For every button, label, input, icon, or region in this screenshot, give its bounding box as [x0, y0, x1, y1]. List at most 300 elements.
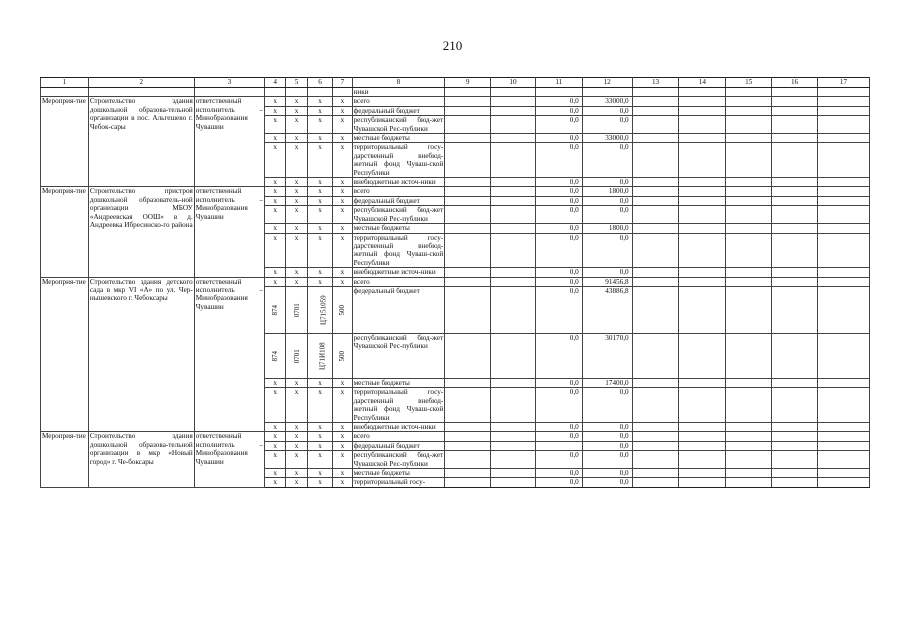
empty-cell: [679, 116, 726, 134]
empty-cell: [333, 88, 352, 97]
code-cell-c4: x: [265, 388, 286, 423]
empty-cell: [817, 233, 869, 268]
empty-cell: [88, 88, 194, 97]
empty-cell: [491, 478, 536, 487]
empty-cell: [726, 286, 772, 333]
empty-cell: [817, 333, 869, 378]
code-cell-c6: x: [307, 187, 332, 196]
event-name: Строительство здания детского сада в мкр VI «А» по ул. Чер-нышевского г. Чебоксары: [88, 277, 194, 432]
funding-source: местные бюджеты: [352, 224, 445, 233]
empty-cell: [445, 178, 491, 187]
code-cell-c6: x: [307, 106, 332, 115]
code-cell-c6: x: [307, 224, 332, 233]
code-value: 0701: [292, 302, 301, 317]
code-cell-c4: x: [265, 97, 286, 106]
empty-cell: [491, 196, 536, 205]
funding-source: местные бюджеты: [352, 378, 445, 387]
funding-source: республиканский бюд-жет Чувашской Рес-публики: [353, 206, 444, 223]
code-cell-c6: x: [307, 206, 332, 224]
event-label: Мероприя-тие: [41, 187, 89, 277]
empty-cell: [632, 97, 679, 106]
empty-cell: [679, 333, 726, 378]
empty-cell: [679, 268, 726, 277]
code-cell-c5: x: [286, 134, 307, 143]
empty-cell: [679, 134, 726, 143]
code-cell-c6: [307, 286, 332, 333]
empty-cell: [772, 478, 818, 487]
empty-cell: [817, 224, 869, 233]
code-cell-c7: x: [333, 143, 352, 178]
empty-cell: [679, 277, 726, 286]
empty-cell: [491, 116, 536, 134]
value-col11: 0,0: [535, 277, 582, 286]
empty-cell: [491, 97, 536, 106]
empty-cell: [726, 88, 772, 97]
code-cell-c5: x: [286, 233, 307, 268]
empty-cell: [726, 106, 772, 115]
value-col12: 43886,8: [582, 286, 632, 333]
code-cell-c4: x: [265, 116, 286, 134]
empty-cell: [772, 97, 818, 106]
empty-cell: [726, 97, 772, 106]
code-cell-c5: x: [286, 451, 307, 469]
code-value: Ц7151059: [319, 295, 328, 325]
empty-cell: [445, 187, 491, 196]
empty-cell: [679, 233, 726, 268]
code-cell-c4: x: [265, 451, 286, 469]
value-col12: 1800,0: [582, 187, 632, 196]
code-cell-c5: x: [286, 224, 307, 233]
empty-cell: [817, 178, 869, 187]
empty-cell: [491, 333, 536, 378]
empty-cell: [41, 88, 89, 97]
code-cell-c6: x: [307, 134, 332, 143]
empty-cell: [772, 286, 818, 333]
event-label: Мероприя-тие: [41, 432, 89, 487]
column-number-10: 10: [491, 78, 536, 88]
empty-cell: [491, 451, 536, 469]
funding-source: республиканский бюд-жет Чувашской Рес-публики: [352, 333, 445, 378]
value-col12: 0,0: [582, 206, 632, 224]
table-row: [41, 187, 870, 196]
event-executor: ответственный исполнитель – Минобразования Чувашии: [194, 432, 264, 487]
code-cell-c7: x: [333, 268, 352, 277]
column-number-4: 4: [265, 78, 286, 88]
empty-cell: [632, 106, 679, 115]
empty-cell: [491, 286, 536, 333]
value-col12: 1800,0: [582, 224, 632, 233]
empty-cell: [726, 478, 772, 487]
empty-cell: [772, 469, 818, 478]
code-cell-c4: x: [265, 422, 286, 431]
empty-cell: [772, 233, 818, 268]
code-cell-c7: x: [333, 478, 352, 487]
empty-cell: [817, 286, 869, 333]
code-cell-c6: x: [307, 97, 332, 106]
empty-cell: [772, 388, 818, 423]
code-cell-c4: [265, 333, 286, 378]
code-cell-c5: x: [286, 469, 307, 478]
empty-cell: [632, 432, 679, 441]
empty-cell: [726, 116, 772, 134]
value-col12: 30170,0: [582, 333, 632, 378]
code-cell-c4: x: [265, 233, 286, 268]
value-col11: 0,0: [535, 206, 582, 224]
column-number-7: 7: [333, 78, 352, 88]
funding-source: местные бюджеты: [352, 469, 445, 478]
empty-cell: [632, 469, 679, 478]
empty-cell: [679, 286, 726, 333]
empty-cell: [726, 432, 772, 441]
value-col12: 0,0: [582, 178, 632, 187]
code-cell-c5: x: [286, 432, 307, 441]
empty-cell: [772, 116, 818, 134]
empty-cell: [772, 378, 818, 387]
empty-cell: [445, 286, 491, 333]
code-cell-c4: x: [265, 134, 286, 143]
column-number-9: 9: [445, 78, 491, 88]
code-cell-c7: x: [333, 224, 352, 233]
code-cell-c6: x: [307, 388, 332, 423]
code-cell-c5: x: [286, 422, 307, 431]
code-cell-c6: x: [307, 441, 332, 450]
empty-cell: [445, 88, 491, 97]
empty-cell: [491, 206, 536, 224]
value-col11: 0,0: [535, 432, 582, 441]
empty-cell: [632, 422, 679, 431]
code-cell-c6: [307, 333, 332, 378]
value-col12: 0,0: [582, 106, 632, 115]
code-cell-c4: x: [265, 469, 286, 478]
empty-cell: [445, 451, 491, 469]
code-cell-c6: x: [307, 277, 332, 286]
empty-cell: [445, 97, 491, 106]
column-number-17: 17: [817, 78, 869, 88]
value-col12: 0,0: [582, 268, 632, 277]
empty-cell: [445, 233, 491, 268]
value-col11: 0,0: [535, 178, 582, 187]
empty-cell: [726, 196, 772, 205]
code-cell-c6: x: [307, 469, 332, 478]
funding-source: всего: [352, 187, 445, 196]
code-cell-c7: x: [333, 116, 352, 134]
header-row: [41, 78, 870, 88]
empty-cell: [726, 388, 772, 423]
funding-source: федеральный бюджет: [352, 441, 445, 450]
empty-cell: [772, 277, 818, 286]
funding-source: территориальный госу-: [352, 478, 445, 487]
table-row: [41, 277, 870, 286]
column-number-6: 6: [307, 78, 332, 88]
empty-cell: [726, 422, 772, 431]
value-col11: 0,0: [535, 333, 582, 378]
empty-cell: [817, 388, 869, 423]
code-cell-c4: x: [265, 196, 286, 205]
code-value: 0701: [292, 348, 301, 363]
funding-source: федеральный бюджет: [352, 286, 445, 333]
value-col11: 0,0: [535, 143, 582, 178]
empty-cell: [445, 469, 491, 478]
empty-cell: [491, 224, 536, 233]
code-value: Ц71И108: [318, 342, 327, 370]
code-cell-c4: x: [265, 378, 286, 387]
value-col11: 0,0: [535, 422, 582, 431]
value-col12: 0,0: [582, 388, 632, 423]
code-cell-c7: x: [333, 388, 352, 423]
empty-cell: [445, 143, 491, 178]
code-cell-c7: x: [333, 134, 352, 143]
code-cell-c5: x: [286, 196, 307, 205]
value-col12: 0,0: [582, 451, 632, 469]
column-number-15: 15: [726, 78, 772, 88]
empty-cell: [445, 478, 491, 487]
code-cell-c5: x: [286, 206, 307, 224]
empty-cell: [679, 88, 726, 97]
code-cell-c4: x: [265, 143, 286, 178]
empty-cell: [817, 478, 869, 487]
code-cell-c6: x: [307, 451, 332, 469]
value-col11: 0,0: [535, 224, 582, 233]
empty-cell: [491, 441, 536, 450]
empty-cell: [632, 451, 679, 469]
code-cell-c6: x: [307, 116, 332, 134]
code-cell-c7: x: [333, 422, 352, 431]
empty-cell: [491, 143, 536, 178]
empty-cell: [445, 388, 491, 423]
empty-cell: [445, 116, 491, 134]
empty-cell: [445, 206, 491, 224]
code-cell-c7: x: [333, 187, 352, 196]
empty-cell: [679, 178, 726, 187]
empty-cell: [445, 106, 491, 115]
funding-source: внебюджетные источ-ники: [352, 178, 445, 187]
funding-source: внебюджетные источ-ники: [352, 422, 445, 431]
code-cell-c6: x: [307, 178, 332, 187]
empty-cell: [632, 116, 679, 134]
empty-cell: [632, 224, 679, 233]
funding-source: республиканский бюд-жет Чувашской Рес-публики: [353, 451, 444, 468]
code-cell-c4: x: [265, 187, 286, 196]
code-cell-c4: x: [265, 106, 286, 115]
code-cell-c7: x: [333, 277, 352, 286]
empty-cell: [772, 178, 818, 187]
empty-cell: [632, 143, 679, 178]
value-col12: 0,0: [582, 143, 632, 178]
column-number-11: 11: [535, 78, 582, 88]
code-cell-c4: [265, 286, 286, 333]
program-table: [40, 77, 870, 488]
code-cell-c6: x: [307, 233, 332, 268]
empty-cell: [679, 143, 726, 178]
value-col11: 0,0: [535, 478, 582, 487]
event-name: Строительство пристроя дошкольной образователь-ной организации МБОУ «Андреевская ООШ» в д. Андреевка Ибресинско-го района: [88, 187, 194, 277]
empty-cell: [817, 422, 869, 431]
empty-cell: [632, 88, 679, 97]
empty-cell: [445, 224, 491, 233]
code-cell-c6: x: [307, 378, 332, 387]
empty-cell: [817, 378, 869, 387]
value-col11: 0,0: [535, 187, 582, 196]
empty-cell: [445, 378, 491, 387]
column-number-14: 14: [679, 78, 726, 88]
code-cell-c7: [333, 286, 352, 333]
empty-cell: [817, 88, 869, 97]
empty-cell: [679, 206, 726, 224]
empty-cell: [772, 196, 818, 205]
funding-source: внебюджетные источ-ники: [352, 268, 445, 277]
value-col12: 0,0: [582, 233, 632, 268]
empty-cell: [679, 378, 726, 387]
code-cell-c4: x: [265, 478, 286, 487]
empty-cell: [817, 469, 869, 478]
empty-cell: [817, 187, 869, 196]
empty-cell: [632, 268, 679, 277]
empty-cell: [772, 187, 818, 196]
empty-cell: [817, 97, 869, 106]
code-cell-c7: x: [333, 178, 352, 187]
value-col11: 0,0: [535, 378, 582, 387]
empty-cell: [535, 88, 582, 97]
funding-source: всего: [352, 277, 445, 286]
empty-cell: [491, 469, 536, 478]
column-number-3: 3: [194, 78, 264, 88]
code-cell-c4: x: [265, 432, 286, 441]
code-cell-c5: x: [286, 178, 307, 187]
empty-cell: [632, 196, 679, 205]
empty-cell: [772, 441, 818, 450]
empty-cell: [817, 268, 869, 277]
empty-cell: [679, 422, 726, 431]
empty-cell: [817, 451, 869, 469]
funding-source: территориальный госу-дарственный внебюд-жетный фонд Чуваш-ской Республики: [353, 143, 444, 177]
empty-cell: [679, 441, 726, 450]
empty-cell: [726, 224, 772, 233]
empty-cell: [726, 333, 772, 378]
column-number-5: 5: [286, 78, 307, 88]
empty-cell: [265, 88, 286, 97]
empty-cell: [817, 432, 869, 441]
event-label: Мероприя-тие: [41, 97, 89, 187]
empty-cell: [632, 134, 679, 143]
column-number-8: 8: [352, 78, 445, 88]
empty-cell: [817, 134, 869, 143]
empty-cell: [491, 432, 536, 441]
empty-cell: [817, 206, 869, 224]
empty-cell: [445, 277, 491, 286]
empty-cell: [726, 378, 772, 387]
code-cell-c5: x: [286, 478, 307, 487]
empty-cell: [726, 469, 772, 478]
empty-cell: [726, 178, 772, 187]
value-col11: 0,0: [535, 233, 582, 268]
funding-source: всего: [352, 432, 445, 441]
empty-cell: [817, 106, 869, 115]
value-col12: 0,0: [582, 432, 632, 441]
value-col12: 0,0: [582, 116, 632, 134]
empty-cell: [307, 88, 332, 97]
empty-cell: [726, 268, 772, 277]
empty-cell: [817, 196, 869, 205]
code-cell-c7: x: [333, 469, 352, 478]
empty-cell: [491, 134, 536, 143]
funding-source: федеральный бюджет: [352, 106, 445, 115]
empty-cell: [491, 268, 536, 277]
empty-cell: [679, 187, 726, 196]
empty-cell: [491, 187, 536, 196]
code-cell-c7: x: [333, 196, 352, 205]
empty-cell: [491, 178, 536, 187]
source-cell: ники: [352, 88, 445, 97]
empty-cell: [726, 277, 772, 286]
code-cell-c5: x: [286, 97, 307, 106]
empty-cell: [817, 116, 869, 134]
empty-cell: [582, 88, 632, 97]
code-value: 500: [338, 304, 347, 316]
value-col12: 0,0: [582, 441, 632, 450]
empty-cell: [726, 206, 772, 224]
code-cell-c5: x: [286, 106, 307, 115]
code-cell-c6: x: [307, 268, 332, 277]
column-number-13: 13: [632, 78, 679, 88]
empty-cell: [772, 134, 818, 143]
empty-cell: [679, 224, 726, 233]
empty-cell: [726, 451, 772, 469]
empty-cell: [772, 422, 818, 431]
empty-cell: [772, 88, 818, 97]
funding-source: федеральный бюджет: [352, 196, 445, 205]
empty-cell: [491, 378, 536, 387]
empty-cell: [817, 441, 869, 450]
code-cell-c7: x: [333, 441, 352, 450]
empty-cell: [726, 134, 772, 143]
value-col11: 0,0: [535, 451, 582, 469]
empty-cell: [445, 422, 491, 431]
empty-cell: [632, 478, 679, 487]
table-row: [41, 88, 870, 97]
empty-cell: [679, 196, 726, 205]
table-body: [41, 88, 870, 488]
code-cell-c4: x: [265, 268, 286, 277]
empty-cell: [632, 233, 679, 268]
empty-cell: [679, 432, 726, 441]
code-cell-c6: x: [307, 432, 332, 441]
empty-cell: [726, 187, 772, 196]
code-cell-c7: x: [333, 233, 352, 268]
code-cell-c4: x: [265, 277, 286, 286]
value-col11: 0,0: [535, 134, 582, 143]
code-cell-c5: x: [286, 378, 307, 387]
code-cell-c7: x: [333, 106, 352, 115]
empty-cell: [679, 469, 726, 478]
column-number-12: 12: [582, 78, 632, 88]
value-col11: 0,0: [535, 97, 582, 106]
column-number-16: 16: [772, 78, 818, 88]
value-col12: 91456,8: [582, 277, 632, 286]
empty-cell: [772, 268, 818, 277]
code-cell-c6: x: [307, 478, 332, 487]
value-col11: 0,0: [535, 388, 582, 423]
event-name: Строительство здания дошкольной образова-тельной организации в мкр «Новый город» г. Че-боксары: [88, 432, 194, 487]
code-cell-c6: x: [307, 143, 332, 178]
value-col11: 0,0: [535, 196, 582, 205]
empty-cell: [679, 106, 726, 115]
empty-cell: [632, 333, 679, 378]
empty-cell: [817, 143, 869, 178]
code-cell-c5: x: [286, 388, 307, 423]
code-cell-c5: x: [286, 143, 307, 178]
code-value: 874: [271, 304, 280, 316]
empty-cell: [445, 432, 491, 441]
